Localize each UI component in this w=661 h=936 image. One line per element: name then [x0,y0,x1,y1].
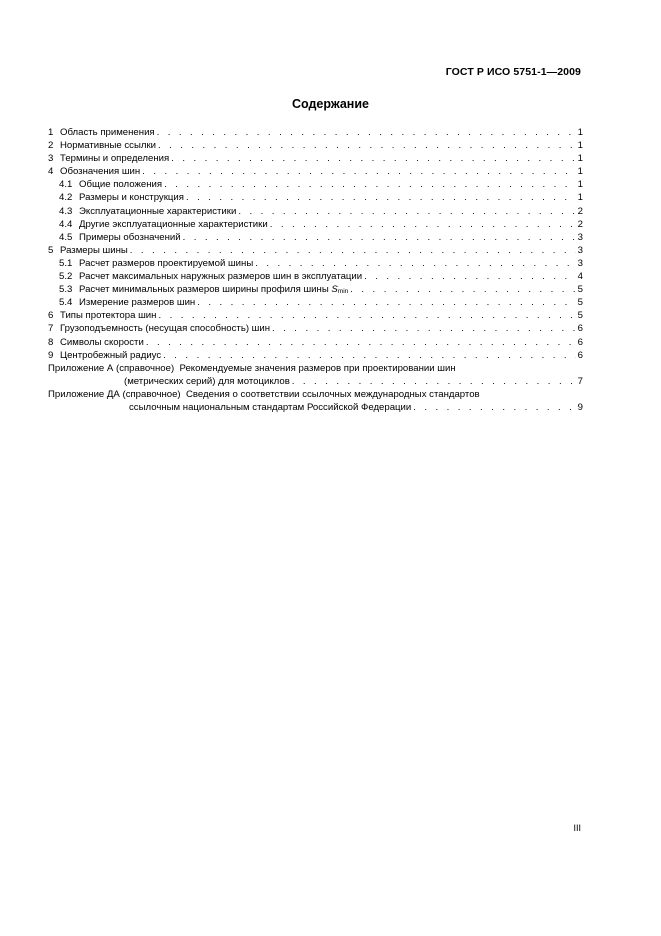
dot-leader [142,165,575,178]
toc-entry-label: Другие эксплуатационные характеристики [79,218,268,230]
toc-entry [48,231,583,244]
toc-entry [48,336,583,349]
table-of-contents [48,126,583,414]
toc-entry-page: 5 [577,297,583,309]
toc-entry-page: 2 [577,205,583,217]
toc-entry [48,139,583,152]
dot-leader [158,139,576,152]
toc-entry-page: 1 [577,166,583,178]
toc-entry [48,322,583,335]
appendix-a-line2 [48,375,583,388]
toc-entry-label: Обозначения шин [60,166,141,178]
dot-leader [130,244,576,257]
toc-entry-number: 8 [48,336,54,348]
appendix-da-title-cont: ссылочным национальным стандартам Российской Федерации [129,401,412,413]
toc-entry-number: 7 [48,323,54,335]
toc-entry-page: 4 [577,271,583,283]
dot-leader [238,205,575,218]
toc-entry-number: 4 [48,166,54,178]
toc-entry-page: 3 [577,244,583,256]
toc-entry-label: Расчет максимальных наружных размеров шин в эксплуатации [79,271,363,283]
toc-entry-label: Типы протектора шин [60,310,157,322]
toc-entry [48,191,583,204]
toc-entry [48,283,583,296]
toc-entry-subscript: min [337,288,349,296]
toc-entry [48,178,583,191]
appendix-a-page: 7 [577,375,583,387]
toc-entry [48,165,583,178]
appendix-a-title: Рекомендуемые значения размеров при проектировании шин [179,362,456,374]
dot-leader [186,191,576,204]
toc-entry-number: 5.2 [59,271,73,283]
appendix-da-line2 [48,401,583,414]
appendix-a [48,362,583,388]
dot-leader [146,336,576,349]
appendix-a-title-cont: (метрических серий) для мотоциклов [124,375,290,387]
toc-entry [48,152,583,165]
toc-entry-number: 6 [48,310,54,322]
toc-entry-label: Примеры обозначений [79,231,181,243]
toc-entry-page: 1 [577,140,583,152]
dot-leader [255,257,575,270]
toc-entry-number: 4.1 [59,179,73,191]
toc-entry-page: 3 [577,257,583,269]
toc-entry [48,257,583,270]
toc-entry-page: 5 [577,310,583,322]
toc-entry-page: 3 [577,231,583,243]
toc-entry [48,218,583,231]
toc-entry [48,270,583,283]
dot-leader [350,283,575,296]
dot-leader [270,218,576,231]
dot-leader [171,152,575,165]
dot-leader [197,296,575,309]
toc-entry-page: 6 [577,323,583,335]
toc-entry-number: 5.4 [59,297,73,309]
dot-leader [413,401,575,414]
page-number: III [573,823,581,833]
toc-entry-page: 2 [577,218,583,230]
toc-entry-number: 4.4 [59,218,73,230]
toc-entries [48,126,583,362]
appendix-da [48,388,583,414]
appendix-da-page: 9 [577,401,583,413]
toc-entry-number: 2 [48,140,54,152]
document-code: ГОСТ Р ИСО 5751-1—2009 [445,66,581,78]
dot-leader [157,126,576,139]
toc-entry-label: Нормативные ссылки [60,140,157,152]
page-title: Содержание [291,97,369,111]
toc-entry-label: Размеры шины [60,244,128,256]
toc-entry-label: Размеры и конструкция [79,192,184,204]
dot-leader [164,178,576,191]
dot-leader [364,270,576,283]
toc-entry [48,349,583,362]
toc-entry-page: 1 [577,127,583,138]
appendix-da-line1 [48,388,583,401]
appendix-da-prefix: Приложение ДА (справочное) [48,388,181,400]
toc-entry-page: 1 [577,192,583,204]
toc-entry-number: 5.1 [59,257,73,269]
appendix-a-line1 [48,362,583,375]
toc-entry-number: 5.3 [59,284,73,296]
appendix-da-title: Сведения о соответствии ссылочных международных стандартов [185,388,480,400]
toc-entry-number: 4.2 [59,192,73,204]
toc-entry [48,126,583,139]
toc-entry-label-text: Расчет минимальных размеров ширины профиля шины S [79,284,338,296]
toc-entry-page: 5 [577,284,583,296]
toc-entry [48,205,583,218]
toc-entry-number: 3 [48,153,54,165]
toc-entry-label: Расчет размеров проектируемой шины [79,257,254,269]
toc-entry [48,309,583,322]
toc-entry-label: Область применения [60,127,155,138]
toc-entry [48,244,583,257]
dot-leader [158,309,575,322]
toc-entry [48,296,583,309]
toc-entry-label: Грузоподъемность (несущая способность) шин [60,323,271,335]
toc-entry-number: 4.5 [59,231,73,243]
toc-entry-number: 9 [48,349,54,361]
dot-leader [292,375,576,388]
dot-leader [163,349,575,362]
dot-leader [272,322,576,335]
toc-entry-label: Эксплуатационные характеристики [79,205,237,217]
toc-entry-number: 1 [48,127,54,138]
toc-entry-number: 5 [48,244,54,256]
toc-entry-label: Символы скорости [60,336,144,348]
toc-entry-page: 1 [577,153,583,165]
toc-entry-label: Измерение размеров шин [79,297,196,309]
dot-leader [183,231,576,244]
toc-entry-page: 1 [577,179,583,191]
toc-entry-number: 4.3 [59,205,73,217]
symbol-s: S [331,284,338,296]
toc-entry-label: Центробежный радиус [60,349,162,361]
toc-entry-label: Общие положения [79,179,163,191]
appendix-a-prefix: Приложение А (справочное) [48,362,175,374]
toc-entry-label: Термины и определения [60,153,170,165]
toc-entry-page: 6 [577,336,583,348]
toc-entry-page: 6 [577,349,583,361]
